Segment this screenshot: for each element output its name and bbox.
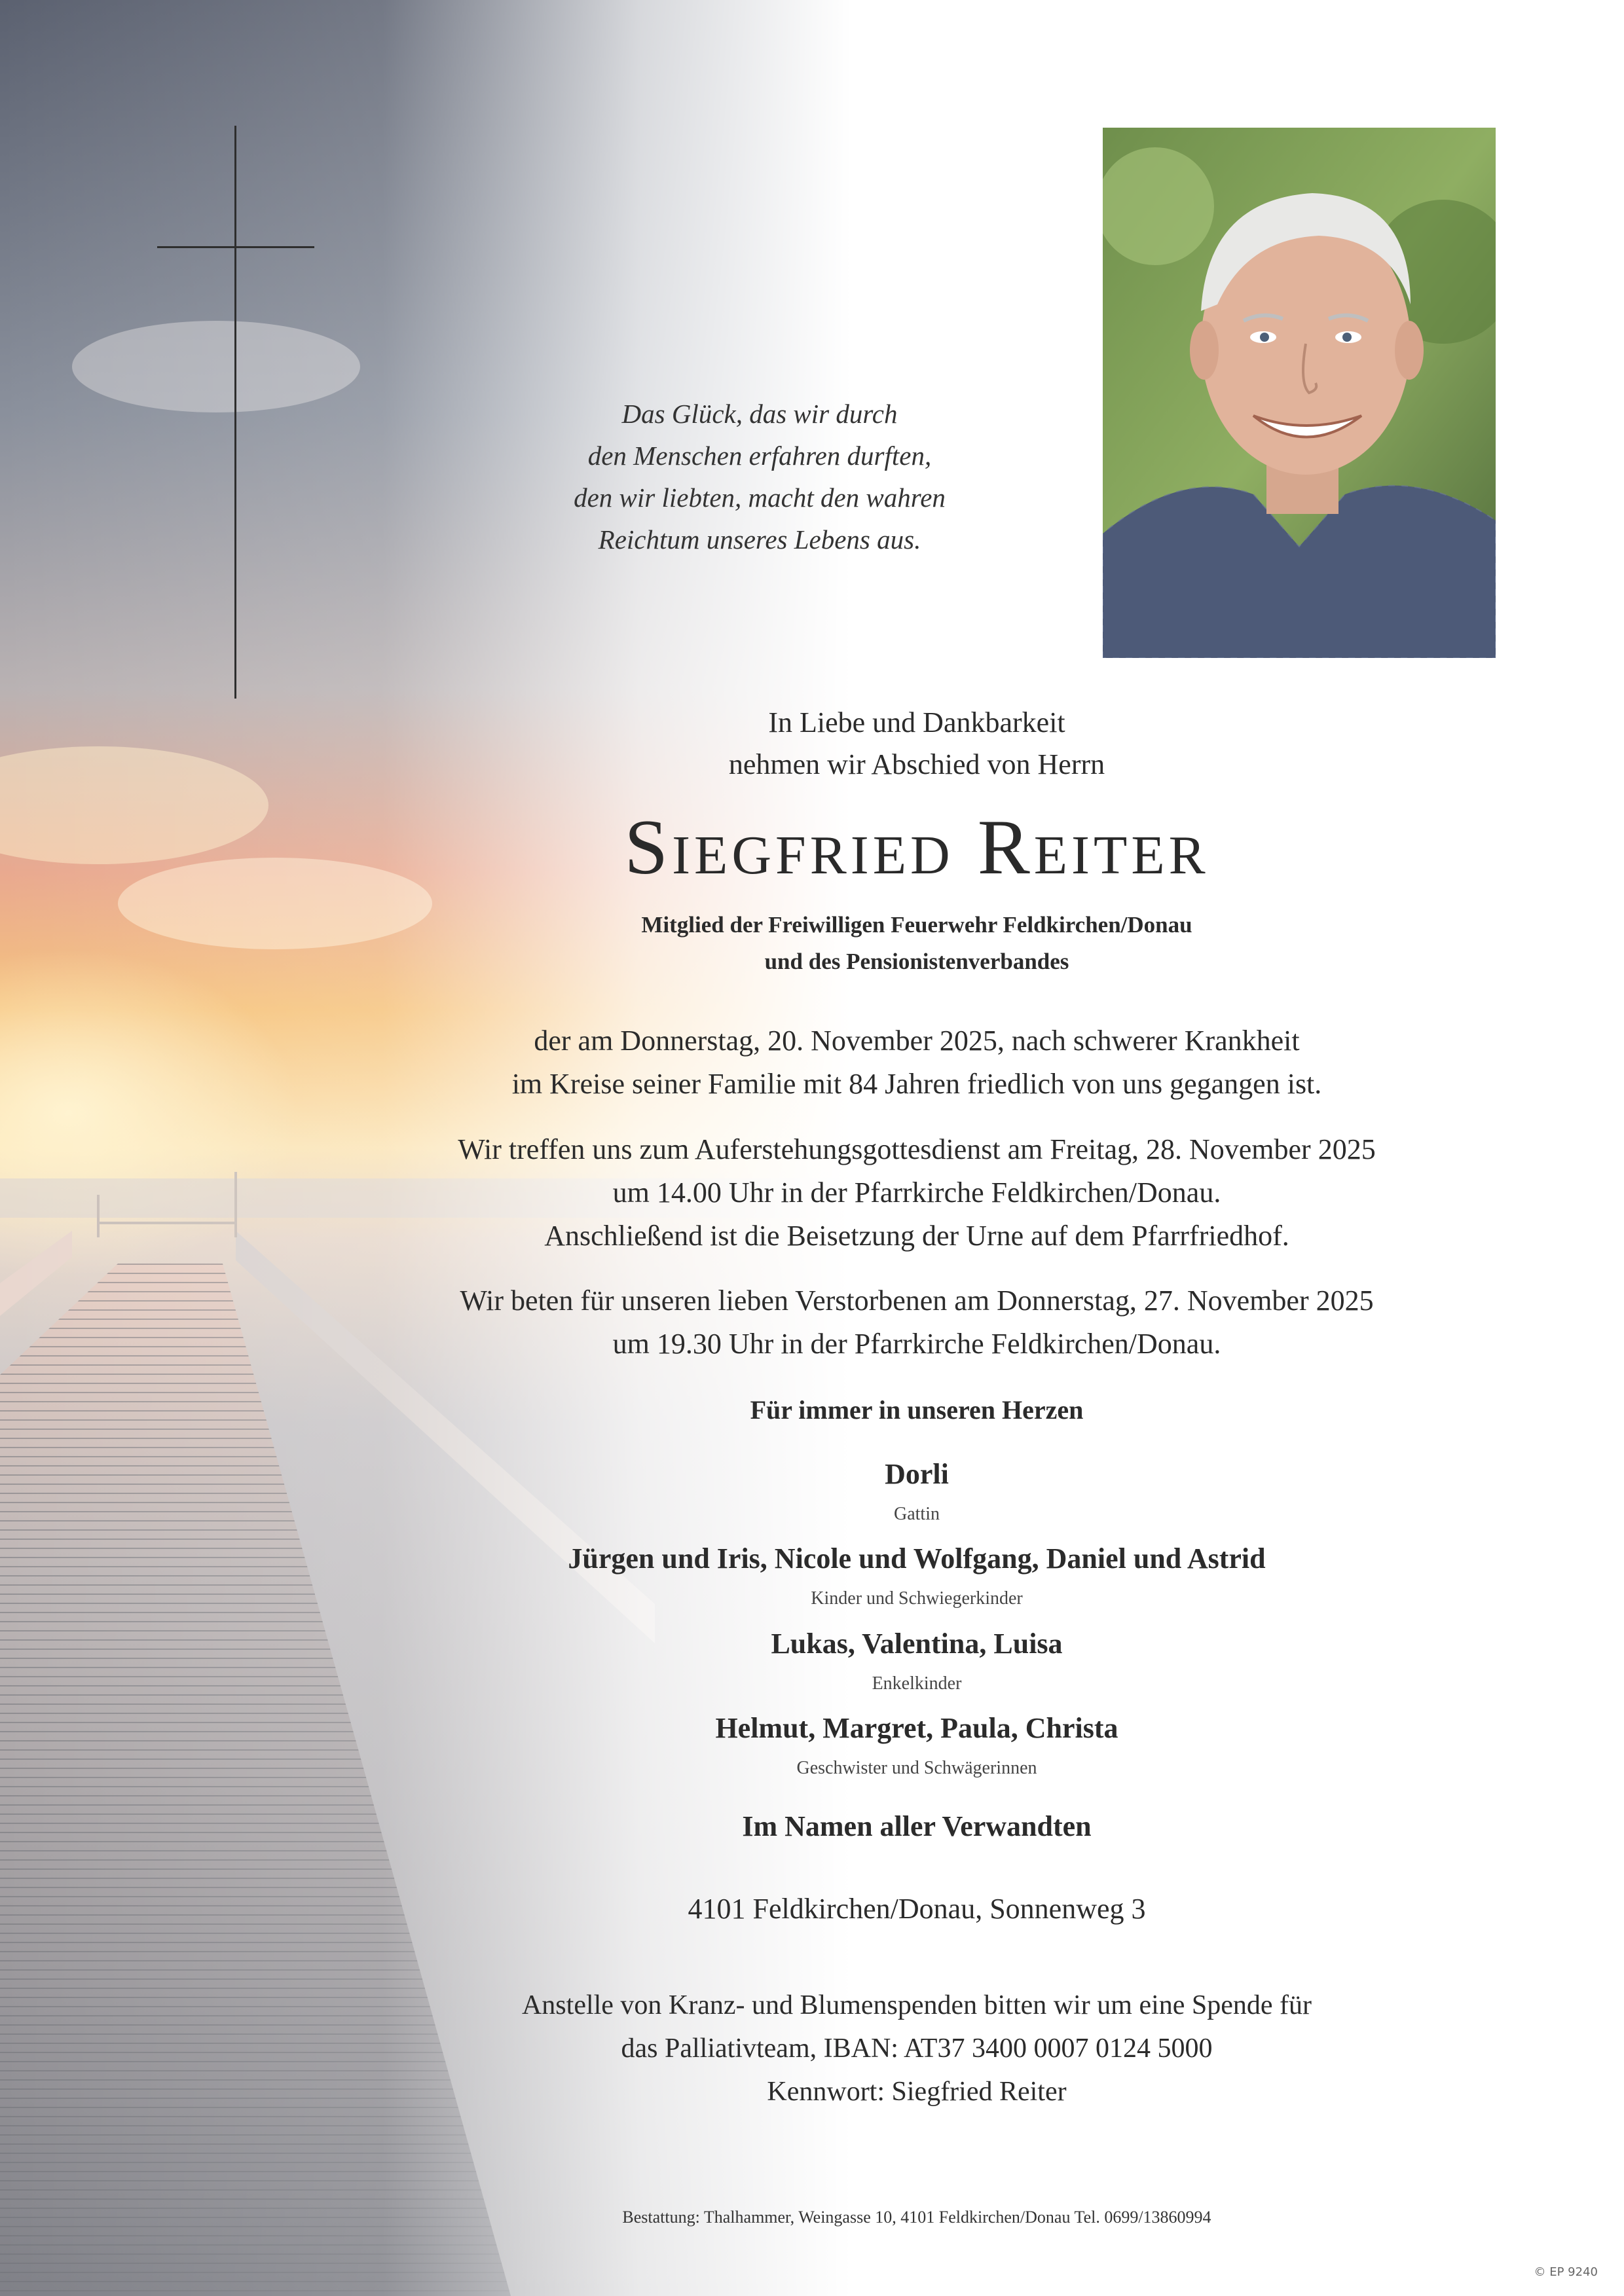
family-closing: Im Namen aller Verwandten [742,1810,1092,1842]
membership-line: Mitglied der Freiwilligen Feuerwehr Feldkirchen/Donau [641,912,1192,938]
memorial-quote [498,393,1022,560]
intro-line: nehmen wir Abschied von Herrn [728,748,1105,780]
quote-line: den Menschen erfahren durften, [587,441,932,471]
family-names-siblings: Helmut, Margret, Paula, Christa [715,1712,1118,1744]
donation-line: Kennwort: Siegfried Reiter [767,2077,1067,2107]
quote-line: Reichtum unseres Lebens aus. [598,524,921,555]
funeral-home-info: Bestattung: Thalhammer, Weingasse 10, 4101 Feldkirchen/Donau Tel. 0699/13860994 [622,2208,1211,2227]
donation-line: das Palliativteam, IBAN: AT37 3400 0007 0124 5000 [621,2033,1213,2064]
prayer-line: um 19.30 Uhr in der Pfarrkirche Feldkirchen/Donau. [612,1328,1221,1360]
portrait-illustration [1103,128,1496,658]
membership-text [524,907,1310,980]
death-notice-line: im Kreise seiner Familie mit 84 Jahren friedlich von uns gegangen ist. [511,1068,1322,1100]
donation-request [327,1984,1506,2113]
intro-text [655,702,1179,786]
portrait-photo [1103,128,1496,658]
donation-line: Anstelle von Kranz- und Blumenspenden bitten wir um eine Spende für [521,1990,1312,2020]
family-relation-spouse: Gattin [894,1504,940,1524]
death-notice [327,1019,1506,1106]
family-names-grandchildren: Lukas, Valentina, Luisa [771,1628,1063,1660]
death-notice-line: der am Donnerstag, 20. November 2025, nach schwerer Krankheit [534,1025,1300,1057]
quote-line: Das Glück, das wir durch [621,399,898,429]
deceased-name: Siegfried Reiter [624,803,1209,890]
prayer-line: Wir beten für unseren lieben Verstorbenen am Donnerstag, 27. November 2025 [460,1285,1374,1317]
family-relation-children: Kinder und Schwiegerkinder [811,1588,1023,1609]
family-names-children: Jürgen und Iris, Nicole und Wolfgang, Daniel und Astrid [568,1542,1266,1575]
print-code: © EP 9240 [1534,2265,1598,2279]
family-names-spouse: Dorli [885,1458,949,1490]
family-address: 4101 Feldkirchen/Donau, Sonnenweg 3 [688,1893,1146,1925]
quote-line: den wir liebten, macht den wahren [574,483,946,513]
membership-line: und des Pensionistenverbandes [764,949,1069,974]
prayer-info [327,1279,1506,1366]
service-line: um 14.00 Uhr in der Pfarrkirche Feldkirchen/Donau. [612,1176,1221,1209]
cross-vertical-bar [234,126,236,699]
service-line: Anschließend ist die Beisetzung der Urne auf dem Pfarrfriedhof. [544,1220,1289,1252]
family-heading: Für immer in unseren Herzen [750,1395,1084,1425]
family-relation-grandchildren: Enkelkinder [872,1673,962,1694]
service-info [327,1128,1506,1258]
cross-horizontal-bar [157,246,314,248]
family-relation-siblings: Geschwister und Schwägerinnen [796,1758,1037,1778]
intro-line: In Liebe und Dankbarkeit [768,706,1065,738]
service-line: Wir treffen uns zum Auferstehungsgottesdienst am Freitag, 28. November 2025 [458,1133,1376,1165]
